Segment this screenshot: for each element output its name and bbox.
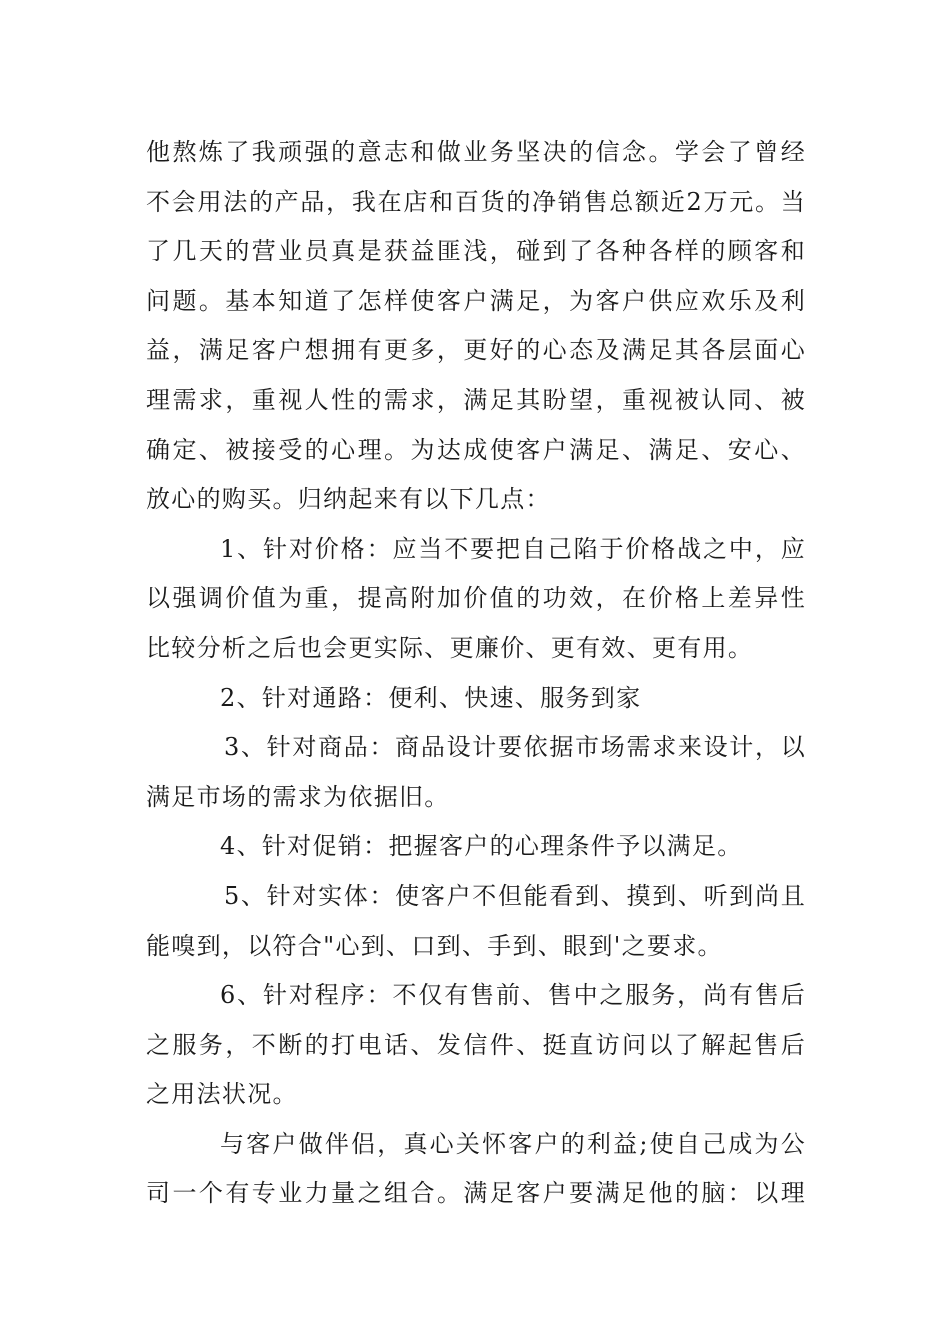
list-item-procedure: 6、针对程序：不仅有售前、售中之服务，尚有售后 — [220, 981, 806, 1010]
text-line: 之用法状况。 — [146, 1080, 298, 1109]
list-item-channel: 2、针对通路：便利、快速、服务到家 — [220, 683, 642, 712]
text-line: 放心的购买。归纳起来有以下几点： — [146, 485, 551, 514]
text-line: 他熬炼了我顽强的意志和做业务坚决的信念。学会了曾经 — [146, 138, 806, 166]
text-line: 益，满足客户想拥有更多，更好的心态及满足其各层面心 — [146, 336, 806, 365]
text-line: 满足市场的需求为依据旧。 — [146, 782, 450, 811]
text-line: 比较分析之后也会更实际、更廉价、更有效、更有用。 — [146, 633, 754, 662]
list-item-entity: 5、针对实体：使客户不但能看到、摸到、听到尚且 — [224, 881, 806, 910]
list-item-product: 3、针对商品：商品设计要依据市场需求来设计，以 — [224, 733, 806, 762]
text-line: 之服务，不断的打电话、发信件、挺直访问以了解起售后 — [146, 1030, 806, 1059]
text-line: 司一个有专业力量之组合。满足客户要满足他的脑：以理 — [146, 1179, 806, 1208]
text-line: 了几天的营业员真是获益匪浅，碰到了各种各样的顾客和 — [146, 237, 806, 266]
text-line: 确定、被接受的心理。为达成使客户满足、满足、安心、 — [146, 435, 806, 464]
text-line: 理需求，重视人性的需求，满足其盼望，重视被认同、被 — [146, 385, 806, 414]
text-line: 以强调价值为重，提高附加价值的功效，在价格上差异性 — [146, 584, 806, 613]
paragraph-start: 与客户做伴侣，真心关怀客户的利益;使自己成为公 — [220, 1129, 806, 1158]
text-line: 问题。基本知道了怎样使客户满足，为客户供应欢乐及利 — [146, 286, 806, 315]
list-item-price: 1、针对价格：应当不要把自己陷于价格战之中，应 — [220, 534, 806, 563]
list-item-promotion: 4、针对促销：把握客户的心理条件予以满足。 — [220, 832, 743, 861]
text-line: 能嗅到，以符合"心到、口到、手到、眼到'之要求。 — [146, 931, 723, 960]
text-line: 不会用法的产品，我在店和百货的净销售总额近2万元。当 — [146, 187, 806, 216]
document-body — [146, 128, 806, 1219]
